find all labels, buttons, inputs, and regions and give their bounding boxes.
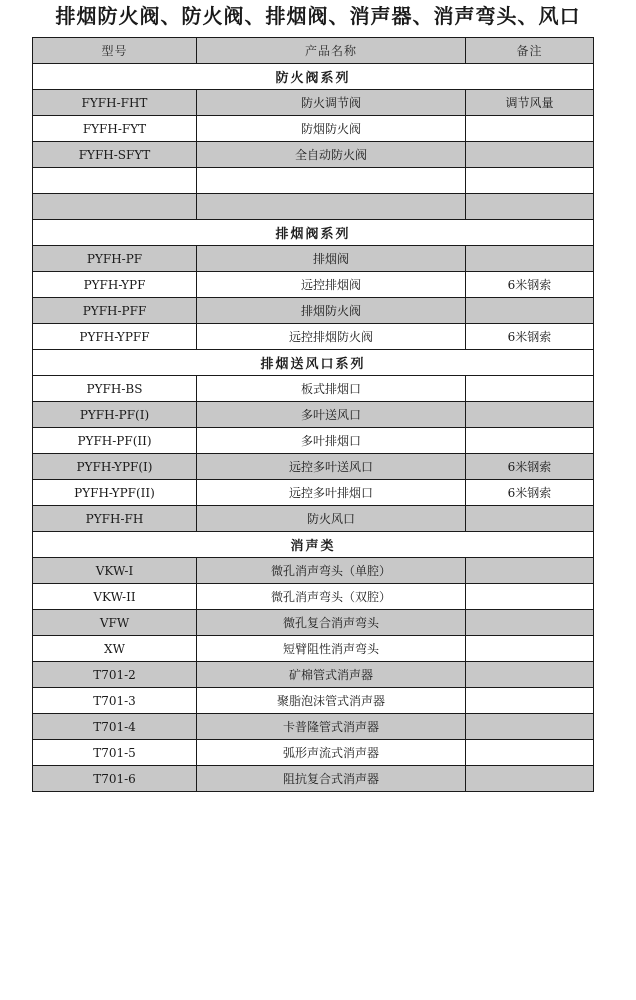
table-row <box>33 766 594 792</box>
product-table <box>32 37 594 792</box>
model-cell <box>33 168 197 194</box>
product-name-cell: 板式排烟口 <box>197 376 466 402</box>
note-cell <box>466 428 594 454</box>
model-cell: PYFH-BS <box>33 376 197 402</box>
section-title: 防火阀系列 <box>33 64 594 90</box>
table-row <box>33 298 594 324</box>
section-header-row <box>33 350 594 376</box>
note-cell <box>466 766 594 792</box>
table-row <box>33 454 594 480</box>
product-name-cell: 全自动防火阀 <box>197 142 466 168</box>
note-cell <box>466 714 594 740</box>
product-name-cell: 防烟防火阀 <box>197 116 466 142</box>
table-row <box>33 324 594 350</box>
section-title: 排烟阀系列 <box>33 220 594 246</box>
model-cell: PYFH-YPFF <box>33 324 197 350</box>
note-cell <box>466 194 594 220</box>
table-row <box>33 272 594 298</box>
model-cell: PYFH-PF(II) <box>33 428 197 454</box>
product-name-cell: 排烟防火阀 <box>197 298 466 324</box>
table-row <box>33 246 594 272</box>
table-row <box>33 90 594 116</box>
product-name-cell: 多叶送风口 <box>197 402 466 428</box>
section-header-row <box>33 220 594 246</box>
table-row <box>33 688 594 714</box>
model-cell: PYFH-PFF <box>33 298 197 324</box>
note-cell <box>466 246 594 272</box>
table-row <box>33 506 594 532</box>
header-model: 型号 <box>33 38 197 64</box>
table-row <box>33 428 594 454</box>
note-cell <box>466 298 594 324</box>
model-cell: T701-4 <box>33 714 197 740</box>
note-cell <box>466 506 594 532</box>
note-cell: 6米钢索 <box>466 324 594 350</box>
product-name-cell: 阻抗复合式消声器 <box>197 766 466 792</box>
note-cell <box>466 740 594 766</box>
section-title: 排烟送风口系列 <box>33 350 594 376</box>
table-row <box>33 636 594 662</box>
product-name-cell: 微孔消声弯头（双腔） <box>197 584 466 610</box>
product-name-cell: 矿棉管式消声器 <box>197 662 466 688</box>
table-row <box>33 142 594 168</box>
note-cell <box>466 636 594 662</box>
note-cell <box>466 688 594 714</box>
model-cell: T701-3 <box>33 688 197 714</box>
note-cell: 6米钢索 <box>466 454 594 480</box>
product-name-cell <box>197 194 466 220</box>
table-row <box>33 584 594 610</box>
note-cell <box>466 662 594 688</box>
note-cell <box>466 402 594 428</box>
note-cell <box>466 610 594 636</box>
page-title: 排烟防火阀、防火阀、排烟阀、消声器、消声弯头、风口 <box>55 4 581 28</box>
product-name-cell: 微孔消声弯头（单腔） <box>197 558 466 584</box>
note-cell: 6米钢索 <box>466 480 594 506</box>
product-name-cell: 远控排烟阀 <box>197 272 466 298</box>
table-row <box>33 194 594 220</box>
model-cell: PYFH-PF <box>33 246 197 272</box>
note-cell <box>466 116 594 142</box>
product-name-cell: 远控排烟防火阀 <box>197 324 466 350</box>
model-cell: PYFH-FH <box>33 506 197 532</box>
table-row <box>33 740 594 766</box>
product-name-cell: 防火风口 <box>197 506 466 532</box>
table-body <box>33 64 594 792</box>
model-cell: PYFH-YPF <box>33 272 197 298</box>
model-cell: PYFH-YPF(II) <box>33 480 197 506</box>
model-cell <box>33 194 197 220</box>
product-name-cell: 远控多叶送风口 <box>197 454 466 480</box>
product-name-cell: 短臂阻性消声弯头 <box>197 636 466 662</box>
model-cell: VKW-II <box>33 584 197 610</box>
product-name-cell: 弧形声流式消声器 <box>197 740 466 766</box>
note-cell: 调节风量 <box>466 90 594 116</box>
table-row <box>33 480 594 506</box>
note-cell <box>466 558 594 584</box>
model-cell: FYFH-SFYT <box>33 142 197 168</box>
table-row <box>33 662 594 688</box>
model-cell: VKW-I <box>33 558 197 584</box>
product-name-cell: 远控多叶排烟口 <box>197 480 466 506</box>
section-title: 消声类 <box>33 532 594 558</box>
table-row <box>33 610 594 636</box>
model-cell: PYFH-PF(I) <box>33 402 197 428</box>
product-name-cell: 防火调节阀 <box>197 90 466 116</box>
table-row <box>33 402 594 428</box>
note-cell: 6米钢索 <box>466 272 594 298</box>
product-name-cell: 多叶排烟口 <box>197 428 466 454</box>
product-name-cell: 排烟阀 <box>197 246 466 272</box>
note-cell <box>466 376 594 402</box>
product-name-cell <box>197 168 466 194</box>
section-header-row <box>33 64 594 90</box>
product-name-cell: 微孔复合消声弯头 <box>197 610 466 636</box>
section-header-row <box>33 532 594 558</box>
note-cell <box>466 168 594 194</box>
table-row <box>33 116 594 142</box>
model-cell: T701-6 <box>33 766 197 792</box>
note-cell <box>466 584 594 610</box>
table-row <box>33 714 594 740</box>
product-name-cell: 卡普隆管式消声器 <box>197 714 466 740</box>
table-row <box>33 376 594 402</box>
model-cell: T701-2 <box>33 662 197 688</box>
model-cell: FYFH-FYT <box>33 116 197 142</box>
model-cell: T701-5 <box>33 740 197 766</box>
product-name-cell: 聚脂泡沫管式消声器 <box>197 688 466 714</box>
header-product-name: 产品名称 <box>197 38 466 64</box>
table-row <box>33 168 594 194</box>
header-note: 备注 <box>466 38 594 64</box>
table-header-row <box>33 38 594 64</box>
table-row <box>33 558 594 584</box>
model-cell: FYFH-FHT <box>33 90 197 116</box>
note-cell <box>466 142 594 168</box>
model-cell: VFW <box>33 610 197 636</box>
model-cell: XW <box>33 636 197 662</box>
model-cell: PYFH-YPF(I) <box>33 454 197 480</box>
